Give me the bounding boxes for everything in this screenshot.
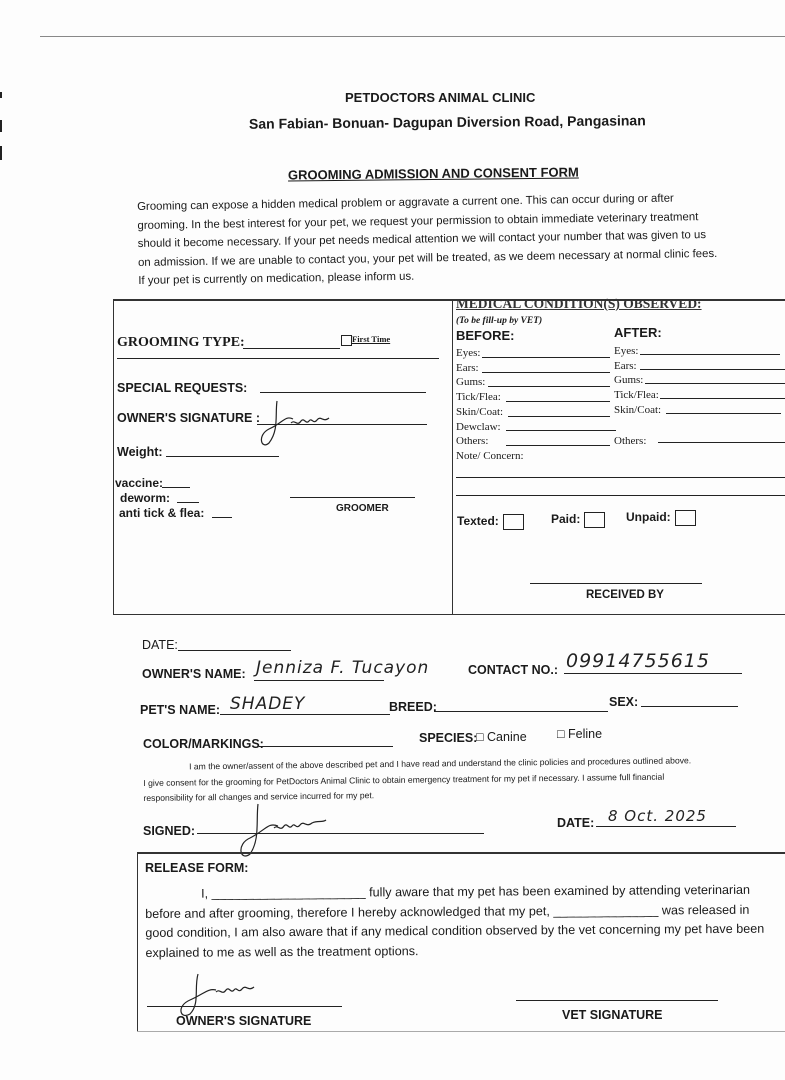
release-owner-signature-label: OWNER'S SIGNATURE — [176, 1014, 312, 1028]
before-item: Dewclaw: — [456, 420, 501, 433]
medical-subtitle: (To be fill-up by VET) — [456, 316, 543, 326]
release-box-left — [137, 852, 138, 1032]
feline-checkbox[interactable]: □ Feline — [557, 727, 603, 741]
before-eyes-field[interactable] — [482, 357, 610, 358]
owner-signature-label: OWNER'S SIGNATURE : — [117, 411, 261, 425]
box-divider — [452, 299, 453, 615]
consent-line: I am the owner/assent of the above described pet and I have read and understand the clinic policies and procedures outlined above. — [189, 755, 692, 772]
signed-label: SIGNED: — [143, 824, 196, 838]
intro-paragraph — [137, 188, 768, 291]
margin-mark — [0, 92, 2, 98]
canine-label: Canine — [487, 730, 527, 744]
owner-name-label: OWNER'S NAME: — [142, 667, 246, 681]
margin-mark — [0, 146, 2, 160]
deworm-label: deworm: — [120, 491, 171, 505]
before-others-field[interactable] — [506, 445, 610, 446]
margin-mark — [0, 120, 2, 132]
before-item: Eyes: — [456, 347, 481, 359]
color-markings-label: COLOR/MARKINGS: — [143, 737, 264, 751]
received-by-label: RECEIVED BY — [586, 589, 664, 601]
before-item: Others: — [456, 435, 489, 448]
after-item: Tick/Flea: — [614, 389, 659, 402]
received-by-field[interactable] — [530, 583, 702, 584]
sex-field[interactable] — [641, 706, 738, 707]
intro-line: grooming. In the best interest for your pet, we request your permission to obtain immediate veterinary treatment — [137, 210, 699, 232]
owner-name-field[interactable] — [254, 680, 384, 681]
owner-signature-handwritten — [255, 395, 345, 455]
vet-signature-label: VET SIGNATURE — [562, 1008, 663, 1022]
groomer-signature-field[interactable] — [290, 497, 415, 498]
paid-label: Paid: — [551, 512, 581, 527]
special-requests-field[interactable] — [260, 392, 426, 393]
unpaid-label: Unpaid: — [626, 510, 671, 525]
feline-label: Feline — [568, 727, 603, 741]
after-item: Skin/Coat: — [614, 403, 662, 416]
consent-paragraph — [143, 753, 692, 806]
breed-field[interactable] — [434, 711, 608, 712]
after-item: Others: — [614, 434, 647, 447]
release-line: explained to me as well as the treatment options. — [145, 943, 419, 960]
before-ears-field[interactable] — [482, 372, 610, 373]
clinic-address: San Fabian- Bonuan- Dagupan Diversion Road, Pangasinan — [248, 112, 646, 132]
before-item: Tick/Flea: — [456, 391, 501, 404]
paid-checkbox[interactable] — [551, 512, 605, 528]
box-left — [113, 299, 114, 615]
owner-name-value: Jenniza F. Tucayon — [256, 658, 430, 678]
after-tick-field[interactable] — [660, 398, 785, 399]
first-time-checkbox[interactable] — [341, 334, 390, 346]
anti-tick-label: anti tick & flea: — [119, 506, 205, 520]
scan-edge — [40, 36, 785, 37]
intro-line: should it become necessary. If your pet needs medical attention we will contact your number that was given to us — [137, 229, 707, 251]
before-gums-field[interactable] — [488, 386, 610, 387]
weight-field[interactable] — [166, 456, 279, 457]
form-title: GROOMING ADMISSION AND CONSENT FORM — [287, 164, 579, 183]
grooming-type-label: GROOMING TYPE: — [117, 335, 245, 350]
after-skin-field[interactable] — [666, 413, 781, 414]
intro-line: If your pet is currently on medication, please inform us. — [138, 271, 415, 288]
pet-name-field[interactable] — [220, 714, 390, 715]
consent-line: responsibility for all changes and service incurred for my pet. — [143, 790, 375, 803]
breed-label: BREED: — [389, 700, 437, 714]
before-tick-field[interactable] — [506, 401, 610, 402]
grooming-type-line2[interactable] — [117, 358, 439, 359]
texted-label: Texted: — [457, 514, 499, 529]
after-eyes-field[interactable] — [640, 354, 780, 355]
signed-date-label: DATE: — [557, 816, 595, 830]
vet-signature-field[interactable] — [516, 1000, 718, 1001]
contact-label: CONTACT NO.: — [468, 663, 559, 677]
first-time-label: First Time — [352, 334, 391, 344]
intro-line: Grooming can expose a hidden medical problem or aggravate a current one. This can occur during or after — [137, 192, 674, 213]
species-label: SPECIES: — [419, 731, 478, 745]
pet-name-label: PET'S NAME: — [140, 703, 221, 717]
date-label: DATE: — [142, 638, 178, 652]
after-item: Ears: — [614, 359, 637, 372]
intro-line: on admission. If we are unable to contact you, your pet will be treated, as we deem necessary at normal clinic fees. — [137, 247, 718, 269]
grooming-type-field[interactable] — [243, 348, 340, 349]
release-line: I, ______________________ fully aware that my pet has been examined by attending veterinarian — [201, 882, 751, 901]
release-box-bottom — [137, 1031, 785, 1032]
before-skin-field[interactable] — [508, 416, 610, 417]
before-item: Ears: — [456, 361, 479, 374]
note-line[interactable] — [456, 495, 785, 496]
after-heading: AFTER: — [614, 325, 662, 340]
note-line[interactable] — [456, 477, 785, 478]
deworm-field[interactable] — [177, 502, 199, 503]
texted-checkbox[interactable] — [457, 514, 524, 530]
contact-field[interactable] — [564, 673, 742, 674]
release-line: good condition, I am also aware that if any medical condition observed by the vet concerning my pet have been — [145, 921, 765, 940]
date-field[interactable] — [178, 650, 291, 651]
sex-label: SEX: — [609, 695, 639, 709]
medical-title: MEDICAL CONDITION(S) OBSERVED: — [456, 296, 702, 311]
consent-line: I give consent for the grooming for PetDoctors Animal Clinic to obtain emergency treatment for my pet if necessary. I assume full financial — [143, 771, 665, 788]
weight-label: Weight: — [117, 445, 163, 459]
vaccine-label: vaccine: — [115, 476, 164, 490]
anti-tick-field[interactable] — [212, 517, 232, 518]
contact-value: 09914755615 — [566, 650, 710, 672]
groomer-label: GROOMER — [336, 503, 389, 514]
after-others-field[interactable] — [658, 442, 785, 443]
before-dewclaw-field[interactable] — [506, 430, 616, 431]
special-requests-label: SPECIAL REQUESTS: — [117, 381, 248, 395]
before-heading: BEFORE: — [456, 328, 515, 343]
signed-date-value: 8 Oct. 2025 — [608, 807, 707, 825]
clinic-name: PETDOCTORS ANIMAL CLINIC — [345, 90, 536, 105]
note-concern-label: Note/ Concern: — [456, 449, 524, 462]
release-owner-signature-field[interactable] — [147, 1006, 342, 1007]
before-item: Skin/Coat: — [456, 405, 504, 418]
release-box-top — [137, 852, 785, 854]
release-title: RELEASE FORM: — [145, 861, 249, 875]
vaccine-field[interactable] — [162, 487, 190, 488]
box-bottom — [113, 614, 785, 615]
pet-name-value: SHADEY — [230, 694, 306, 714]
unpaid-checkbox[interactable] — [626, 510, 696, 526]
before-item: Gums: — [456, 376, 486, 389]
after-list — [614, 344, 661, 448]
release-owner-signature-handwritten — [170, 970, 300, 1020]
color-markings-field[interactable] — [259, 746, 393, 747]
after-ears-field[interactable] — [640, 369, 785, 370]
after-item: Eyes: — [614, 345, 639, 357]
release-line: before and after grooming, therefore I hereby acknowledged that my pet, _______________ was released in — [145, 902, 750, 921]
canine-checkbox[interactable]: □ Canine — [476, 730, 527, 744]
release-paragraph — [145, 881, 764, 963]
after-gums-field[interactable] — [645, 383, 785, 384]
signed-date-field[interactable] — [596, 826, 736, 827]
after-item: Gums: — [614, 374, 644, 387]
